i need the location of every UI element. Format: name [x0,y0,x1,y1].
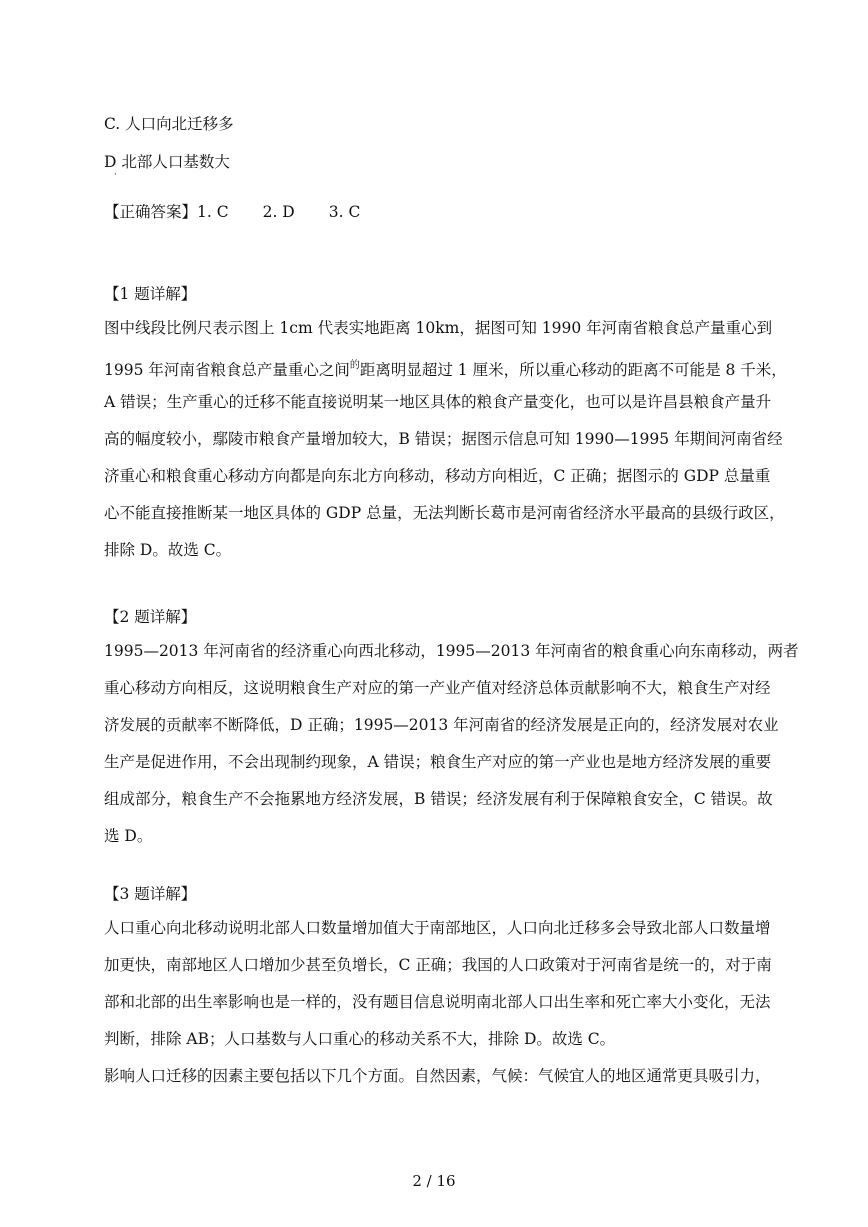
q2-heading: 【2 题详解】 [104,608,197,626]
q2-line: 重心移动方向相反，这说明粮食生产对应的第一产业产值对经济总体贡献影响不大，粮食生产对经 [104,679,771,697]
page-number: 2 / 16 [412,1172,456,1190]
q3-heading: 【3 题详解】 [104,885,197,903]
q3-line: 加更快，南部地区人口增加少甚至负增长，C 正确；我国的人口政策对于河南省是统一的，对于南 [104,956,772,974]
q2-line: 选 D。 [104,827,153,845]
q2-line: 组成部分，粮食生产不会拖累地方经济发展，B 错误；经济发展有利于保障粮食安全，C 错误。故 [104,790,773,808]
superscript-char: 的 [349,360,360,371]
q3-line: 人口重心向北移动说明北部人口数量增加值大于南部地区，人口向北迁移多会导致北部人口数量增 [104,919,771,937]
answer-label: 【正确答案】 [104,203,198,221]
q3-line: 部和北部的出生率影响也是一样的，没有题目信息说明南北部人口出生率和死亡率大小变化，无法 [104,993,771,1011]
q1-line: 济重心和粮食重心移动方向都是向东北方向移动，移动方向相近，C 正确；据图示的 GDP 总量重 [104,467,771,485]
q1-explanation [104,310,787,569]
option-c: C. 人口向北迁移多 [104,115,234,133]
q1-line: 排除 D。故选 C。 [104,541,232,559]
q2-explanation [104,633,799,855]
q1-line: A 错误；生产重心的迁移不能直接说明某一地区具体的粮食产量变化，也可以是许昌县粮食产量升 [104,393,772,411]
stray-dot: · [114,170,117,180]
q1-line: 图中线段比例尺表示图上 1cm 代表实地距离 10km，据图可知 1990 年河南省粮食总产量重心到 [104,319,773,337]
q1-heading: 【1 题详解】 [104,285,197,303]
q2-line: 济发展的贡献率不断降低，D 正确；1995—2013 年河南省的经济发展是正向的，经济发展对农业 [104,716,779,734]
answer-2: 2. D [262,203,295,221]
q1-line: 高的幅度较小，鄢陵市粮食产量增加较大，B 错误；据图示信息可知 1990—1995 年期间河南省经 [104,430,783,448]
answer-1: 1. C [197,203,229,221]
q1-line: 1995 年河南省粮食总产量重心之间$^的$距离明显超过 1 厘米，所以重心移动的距离不可能是 8 千米， [104,360,787,379]
q3-line: 判断，排除 AB；人口基数与人口重心的移动关系不大，排除 D。故选 C。 [104,1030,616,1048]
q3-line: 影响人口迁移的因素主要包括以下几个方面。自然因素，气候：气候宜人的地区通常更具吸引力， [104,1067,771,1085]
q1-line: 心不能直接推断某一地区具体的 GDP 总量，无法判断长葛市是河南省经济水平最高的县级行政区， [104,504,785,522]
answer-3: 3. C [328,203,361,221]
q2-line: 生产是促进作用，不会出现制约现象，A 错误；粮食生产对应的第一产业也是地方经济发展的重要 [104,753,772,771]
option-d: D 北部人口基数大 [104,153,230,171]
q2-line: 1995—2013 年河南省的经济重心向西北移动，1995—2013 年河南省的粮食重心向东南移动，两者 [104,642,799,660]
q3-explanation [104,910,772,1095]
correct-answer [104,200,360,222]
